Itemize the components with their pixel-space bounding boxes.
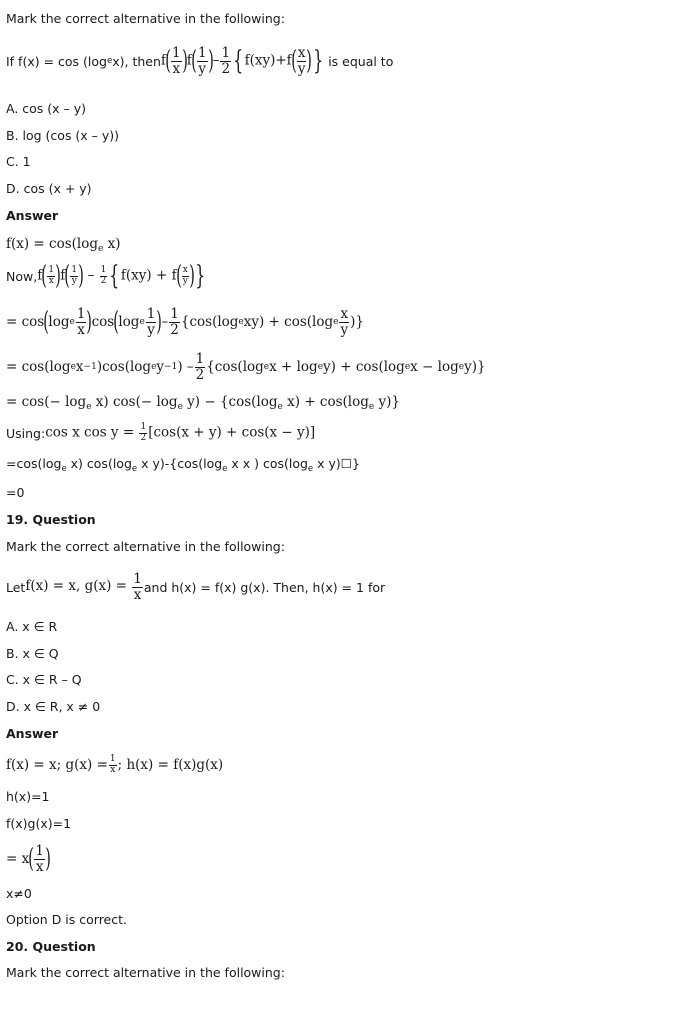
q18-stem-expression: f( $\frac{1}{x}$ )f( $\frac{1}{y}$ )– $\frac{1}{2}$ {f(xy)+f( $\frac{x}{y}$ )} bbox=[160, 45, 323, 77]
q18-option-a: A. cos (x – y) bbox=[6, 101, 87, 116]
q18-option-d: D. cos (x + y) bbox=[6, 181, 92, 196]
q18-step-simplify: = $\cos(- \log_e x)$ $\cos(- \log_e y) - \{\cos(\log_e$ $x) + \cos(\log_e$ y)} bbox=[6, 394, 401, 412]
q19-step-product: = x ( $\frac{1}{x}$ ) bbox=[6, 843, 51, 875]
q19-stem-prefix: Let bbox=[6, 579, 26, 595]
q18-answer-heading: Answer bbox=[6, 208, 59, 223]
q19-result: x≠0 bbox=[6, 886, 32, 901]
q18-now-expression: f( $\frac{1}{x}$ )f( $\frac{1}{y}$ ) – $\frac{1}{2}$ {f(xy) + f( $\frac{x}{y}$ )} bbox=[37, 261, 206, 291]
q20-heading: 20. Question bbox=[6, 939, 96, 954]
q18-stem-mid: x), then bbox=[112, 53, 161, 69]
q18-step-definition: $f(x) = \cos(\log_e$ x) bbox=[6, 236, 121, 254]
q18-intro: Mark the correct alternative in the following: bbox=[6, 11, 285, 26]
q18-now-label: Now, bbox=[6, 268, 38, 284]
q18-stem-suffix: is equal to bbox=[328, 53, 394, 69]
q19-option-a: A. x ∈ R bbox=[6, 619, 58, 634]
q19-option-c: C. x ∈ R – Q bbox=[6, 672, 82, 687]
q18-option-c: C. 1 bbox=[6, 154, 31, 169]
q19-option-b: B. x ∈ Q bbox=[6, 646, 59, 661]
q19-stem-expression: f(x) = x, g(x) = $\frac{1}{x}$ bbox=[25, 571, 142, 603]
q19-step-definitions: f(x) = x; g(x) = $\frac{1}{x}$ ; h(x) = f(x)g(x) bbox=[6, 754, 224, 775]
q19-conclusion: Option D is correct. bbox=[6, 912, 127, 927]
q18-step-now bbox=[6, 262, 207, 290]
q18-step-log-rules: = cos(log e x −1 )cos(log e y −1 ) – $\frac{1}{2}$ {cos(log e x + log e y) + cos(log e x − log e y)} bbox=[6, 351, 486, 383]
q20-intro: Mark the correct alternative in the following: bbox=[6, 965, 285, 980]
q19-answer-heading: Answer bbox=[6, 726, 59, 741]
q19-stem bbox=[6, 566, 385, 608]
q18-text-line: $=\cos(\log_e$ x) $\cos(\log_e$ x $y)-\{\cos(\log_e$ x x ) $\cos(\log_e$ x y)☐} bbox=[6, 456, 360, 474]
q18-option-b: B. log (cos (x – y)) bbox=[6, 128, 120, 143]
q19-step-h: h(x)=1 bbox=[6, 789, 50, 804]
q19-heading: 19. Question bbox=[6, 512, 96, 527]
q18-step-substitute: = cos ( log e $\frac{1}{x}$ ) cos ( log e $\frac{1}{y}$ ) – $\frac{1}{2}$ {cos(log e xy) + cos(log e $\frac{x}{y}$ )} bbox=[6, 306, 364, 338]
q19-option-d: D. x ∈ R, x ≠ 0 bbox=[6, 699, 101, 714]
q18-stem-prefix: If f(x) = cos (log bbox=[6, 53, 107, 69]
q18-using-label: Using: bbox=[6, 425, 46, 441]
q18-stem: If f(x) = cos (log e x), then f( $\frac{1}{x}$ )f( $\frac{1}{y}$ )– $\frac{1}{2}$ {f(xy)+f( $\frac{x}{y}$ )} is equal to bbox=[6, 45, 394, 77]
q18-result: =0 bbox=[6, 485, 25, 500]
q18-using-identity: cos x cos y = $\frac{1}{2}$ [cos(x + y) + cos(x − y)] bbox=[45, 422, 316, 443]
q19-step-fg: f(x)g(x)=1 bbox=[6, 816, 72, 831]
q18-step-using bbox=[6, 421, 315, 445]
q19-intro: Mark the correct alternative in the following: bbox=[6, 539, 285, 554]
q19-stem-suffix: and h(x) = f(x) g(x). Then, h(x) = 1 for bbox=[143, 579, 386, 595]
